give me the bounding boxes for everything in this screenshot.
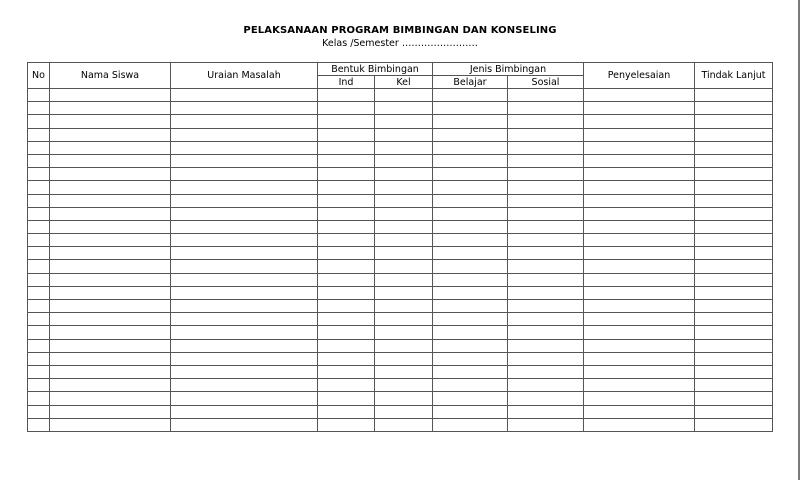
table-row [28,392,773,405]
cell-jenis-sosial [508,89,584,102]
cell-penyelesaian [584,115,695,128]
cell-no [28,207,50,220]
table-row [28,194,773,207]
cell-bentuk-ind [318,339,375,352]
cell-tindak-lanjut [695,418,773,431]
cell-bentuk-kel [375,220,433,233]
cell-penyelesaian [584,194,695,207]
cell-bentuk-ind [318,141,375,154]
cell-penyelesaian [584,418,695,431]
cell-bentuk-kel [375,247,433,260]
cell-jenis-belajar [433,102,508,115]
header-bentuk-ind: Ind [318,76,375,89]
header-uraian-masalah: Uraian Masalah [171,63,318,89]
cell-uraian-masalah [171,418,318,431]
cell-jenis-belajar [433,379,508,392]
table-row [28,260,773,273]
cell-bentuk-kel [375,128,433,141]
cell-jenis-sosial [508,207,584,220]
cell-nama-siswa [50,260,171,273]
cell-uraian-masalah [171,89,318,102]
cell-uraian-masalah [171,181,318,194]
cell-no [28,260,50,273]
cell-jenis-belajar [433,418,508,431]
cell-no [28,141,50,154]
cell-no [28,313,50,326]
cell-nama-siswa [50,365,171,378]
cell-bentuk-ind [318,234,375,247]
cell-bentuk-ind [318,247,375,260]
cell-jenis-sosial [508,141,584,154]
header-jenis-sosial: Sosial [508,76,584,89]
cell-jenis-sosial [508,379,584,392]
cell-jenis-sosial [508,260,584,273]
cell-uraian-masalah [171,286,318,299]
cell-nama-siswa [50,339,171,352]
cell-bentuk-ind [318,352,375,365]
cell-tindak-lanjut [695,300,773,313]
cell-penyelesaian [584,326,695,339]
cell-jenis-sosial [508,326,584,339]
cell-bentuk-kel [375,300,433,313]
cell-bentuk-kel [375,286,433,299]
cell-jenis-belajar [433,234,508,247]
cell-jenis-sosial [508,313,584,326]
cell-uraian-masalah [171,247,318,260]
cell-tindak-lanjut [695,168,773,181]
cell-jenis-belajar [433,273,508,286]
table-body [28,89,773,432]
cell-bentuk-kel [375,365,433,378]
cell-penyelesaian [584,207,695,220]
cell-tindak-lanjut [695,260,773,273]
cell-penyelesaian [584,128,695,141]
cell-jenis-sosial [508,405,584,418]
cell-jenis-sosial [508,273,584,286]
cell-uraian-masalah [171,379,318,392]
cell-nama-siswa [50,128,171,141]
cell-no [28,392,50,405]
cell-penyelesaian [584,339,695,352]
cell-nama-siswa [50,234,171,247]
cell-no [28,365,50,378]
cell-nama-siswa [50,379,171,392]
cell-uraian-masalah [171,234,318,247]
cell-bentuk-kel [375,326,433,339]
cell-uraian-masalah [171,405,318,418]
cell-jenis-belajar [433,207,508,220]
cell-nama-siswa [50,207,171,220]
document-subtitle: Kelas /Semester …………………… [322,38,478,49]
cell-penyelesaian [584,220,695,233]
cell-tindak-lanjut [695,115,773,128]
cell-penyelesaian [584,405,695,418]
cell-uraian-masalah [171,220,318,233]
cell-uraian-masalah [171,313,318,326]
cell-tindak-lanjut [695,392,773,405]
cell-jenis-belajar [433,194,508,207]
cell-jenis-sosial [508,220,584,233]
cell-jenis-sosial [508,154,584,167]
table-row [28,234,773,247]
cell-jenis-sosial [508,168,584,181]
cell-uraian-masalah [171,102,318,115]
cell-penyelesaian [584,168,695,181]
cell-bentuk-ind [318,89,375,102]
cell-jenis-belajar [433,89,508,102]
cell-penyelesaian [584,181,695,194]
cell-penyelesaian [584,365,695,378]
header-bentuk-kel: Kel [375,76,433,89]
cell-bentuk-kel [375,260,433,273]
cell-tindak-lanjut [695,207,773,220]
cell-no [28,168,50,181]
table-row [28,352,773,365]
table-row [28,379,773,392]
cell-tindak-lanjut [695,102,773,115]
header-nama-siswa: Nama Siswa [50,63,171,89]
table-row [28,115,773,128]
cell-bentuk-ind [318,273,375,286]
cell-uraian-masalah [171,207,318,220]
cell-no [28,115,50,128]
cell-no [28,300,50,313]
cell-jenis-sosial [508,128,584,141]
cell-bentuk-kel [375,392,433,405]
cell-penyelesaian [584,102,695,115]
cell-uraian-masalah [171,115,318,128]
cell-jenis-sosial [508,102,584,115]
cell-nama-siswa [50,405,171,418]
cell-bentuk-ind [318,392,375,405]
cell-tindak-lanjut [695,89,773,102]
cell-bentuk-kel [375,273,433,286]
header-tindak-lanjut: Tindak Lanjut [695,63,773,89]
cell-bentuk-kel [375,418,433,431]
cell-uraian-masalah [171,194,318,207]
cell-tindak-lanjut [695,154,773,167]
cell-tindak-lanjut [695,352,773,365]
cell-bentuk-ind [318,102,375,115]
table-row [28,89,773,102]
cell-jenis-belajar [433,141,508,154]
cell-uraian-masalah [171,365,318,378]
table-row [28,339,773,352]
cell-nama-siswa [50,168,171,181]
cell-jenis-sosial [508,300,584,313]
table-row [28,220,773,233]
document-title: PELAKSANAAN PROGRAM BIMBINGAN DAN KONSELING [243,25,557,36]
cell-uraian-masalah [171,326,318,339]
cell-bentuk-kel [375,181,433,194]
header-jenis-bimbingan: Jenis Bimbingan [433,63,584,76]
table-row [28,207,773,220]
cell-bentuk-ind [318,207,375,220]
cell-nama-siswa [50,418,171,431]
table-row [28,286,773,299]
cell-no [28,379,50,392]
cell-penyelesaian [584,286,695,299]
cell-tindak-lanjut [695,128,773,141]
cell-no [28,286,50,299]
cell-penyelesaian [584,300,695,313]
cell-penyelesaian [584,141,695,154]
cell-nama-siswa [50,154,171,167]
table-row [28,141,773,154]
table-row [28,365,773,378]
cell-nama-siswa [50,392,171,405]
cell-no [28,247,50,260]
cell-bentuk-kel [375,102,433,115]
cell-nama-siswa [50,273,171,286]
cell-uraian-masalah [171,339,318,352]
cell-uraian-masalah [171,352,318,365]
cell-bentuk-kel [375,405,433,418]
cell-jenis-sosial [508,365,584,378]
cell-nama-siswa [50,313,171,326]
cell-bentuk-ind [318,115,375,128]
cell-bentuk-ind [318,154,375,167]
table-row [28,405,773,418]
cell-no [28,352,50,365]
table-row [28,313,773,326]
cell-jenis-sosial [508,418,584,431]
cell-bentuk-kel [375,168,433,181]
cell-jenis-sosial [508,352,584,365]
cell-tindak-lanjut [695,273,773,286]
cell-uraian-masalah [171,260,318,273]
cell-jenis-belajar [433,352,508,365]
cell-bentuk-ind [318,326,375,339]
cell-tindak-lanjut [695,181,773,194]
cell-jenis-sosial [508,286,584,299]
header-penyelesaian: Penyelesaian [584,63,695,89]
header-bentuk-bimbingan: Bentuk Bimbingan [318,63,433,76]
cell-bentuk-kel [375,234,433,247]
cell-tindak-lanjut [695,405,773,418]
cell-no [28,418,50,431]
cell-jenis-belajar [433,128,508,141]
cell-penyelesaian [584,247,695,260]
cell-jenis-belajar [433,168,508,181]
cell-bentuk-kel [375,207,433,220]
table-row [28,273,773,286]
cell-bentuk-ind [318,260,375,273]
cell-jenis-belajar [433,326,508,339]
cell-no [28,128,50,141]
cell-uraian-masalah [171,392,318,405]
cell-no [28,102,50,115]
cell-no [28,89,50,102]
cell-bentuk-ind [318,418,375,431]
cell-nama-siswa [50,89,171,102]
cell-penyelesaian [584,260,695,273]
cell-penyelesaian [584,379,695,392]
cell-bentuk-ind [318,405,375,418]
table-row [28,168,773,181]
cell-jenis-sosial [508,181,584,194]
cell-bentuk-ind [318,220,375,233]
header-no: No [28,63,50,89]
cell-jenis-belajar [433,220,508,233]
cell-bentuk-ind [318,194,375,207]
cell-tindak-lanjut [695,234,773,247]
table-row [28,300,773,313]
cell-jenis-sosial [508,115,584,128]
cell-tindak-lanjut [695,339,773,352]
table-row [28,326,773,339]
cell-no [28,234,50,247]
cell-penyelesaian [584,273,695,286]
cell-bentuk-ind [318,379,375,392]
cell-penyelesaian [584,392,695,405]
cell-nama-siswa [50,102,171,115]
cell-bentuk-ind [318,168,375,181]
cell-jenis-sosial [508,339,584,352]
cell-no [28,405,50,418]
table-row [28,247,773,260]
cell-uraian-masalah [171,273,318,286]
cell-nama-siswa [50,300,171,313]
cell-tindak-lanjut [695,379,773,392]
cell-bentuk-kel [375,89,433,102]
table-row [28,128,773,141]
cell-no [28,181,50,194]
cell-penyelesaian [584,313,695,326]
cell-uraian-masalah [171,300,318,313]
cell-jenis-belajar [433,392,508,405]
cell-tindak-lanjut [695,326,773,339]
cell-nama-siswa [50,181,171,194]
cell-jenis-belajar [433,247,508,260]
cell-tindak-lanjut [695,313,773,326]
cell-nama-siswa [50,194,171,207]
table-row [28,154,773,167]
cell-nama-siswa [50,247,171,260]
cell-bentuk-ind [318,286,375,299]
bk-program-table [27,62,773,432]
cell-nama-siswa [50,141,171,154]
cell-penyelesaian [584,234,695,247]
cell-jenis-belajar [433,313,508,326]
cell-no [28,326,50,339]
cell-tindak-lanjut [695,286,773,299]
cell-tindak-lanjut [695,194,773,207]
cell-bentuk-kel [375,115,433,128]
cell-uraian-masalah [171,168,318,181]
cell-jenis-belajar [433,181,508,194]
cell-bentuk-ind [318,181,375,194]
table-row [28,418,773,431]
cell-nama-siswa [50,326,171,339]
cell-uraian-masalah [171,141,318,154]
cell-nama-siswa [50,352,171,365]
cell-nama-siswa [50,220,171,233]
cell-bentuk-kel [375,154,433,167]
cell-bentuk-kel [375,339,433,352]
cell-bentuk-kel [375,352,433,365]
cell-bentuk-kel [375,379,433,392]
cell-jenis-belajar [433,286,508,299]
cell-nama-siswa [50,286,171,299]
cell-bentuk-kel [375,141,433,154]
cell-jenis-belajar [433,260,508,273]
header-jenis-belajar: Belajar [433,76,508,89]
cell-no [28,220,50,233]
cell-bentuk-kel [375,194,433,207]
cell-jenis-belajar [433,115,508,128]
cell-jenis-sosial [508,392,584,405]
cell-tindak-lanjut [695,247,773,260]
cell-tindak-lanjut [695,141,773,154]
cell-penyelesaian [584,89,695,102]
cell-bentuk-ind [318,313,375,326]
cell-jenis-belajar [433,365,508,378]
cell-no [28,194,50,207]
cell-tindak-lanjut [695,220,773,233]
cell-no [28,154,50,167]
cell-jenis-sosial [508,194,584,207]
cell-penyelesaian [584,154,695,167]
cell-jenis-belajar [433,405,508,418]
cell-jenis-belajar [433,339,508,352]
cell-penyelesaian [584,352,695,365]
cell-nama-siswa [50,115,171,128]
cell-jenis-sosial [508,234,584,247]
cell-bentuk-ind [318,300,375,313]
cell-uraian-masalah [171,128,318,141]
cell-bentuk-ind [318,128,375,141]
cell-jenis-belajar [433,154,508,167]
cell-jenis-belajar [433,300,508,313]
table-row [28,181,773,194]
cell-jenis-sosial [508,247,584,260]
cell-tindak-lanjut [695,365,773,378]
cell-no [28,339,50,352]
cell-bentuk-ind [318,365,375,378]
cell-uraian-masalah [171,154,318,167]
cell-bentuk-kel [375,313,433,326]
cell-no [28,273,50,286]
table-row [28,102,773,115]
